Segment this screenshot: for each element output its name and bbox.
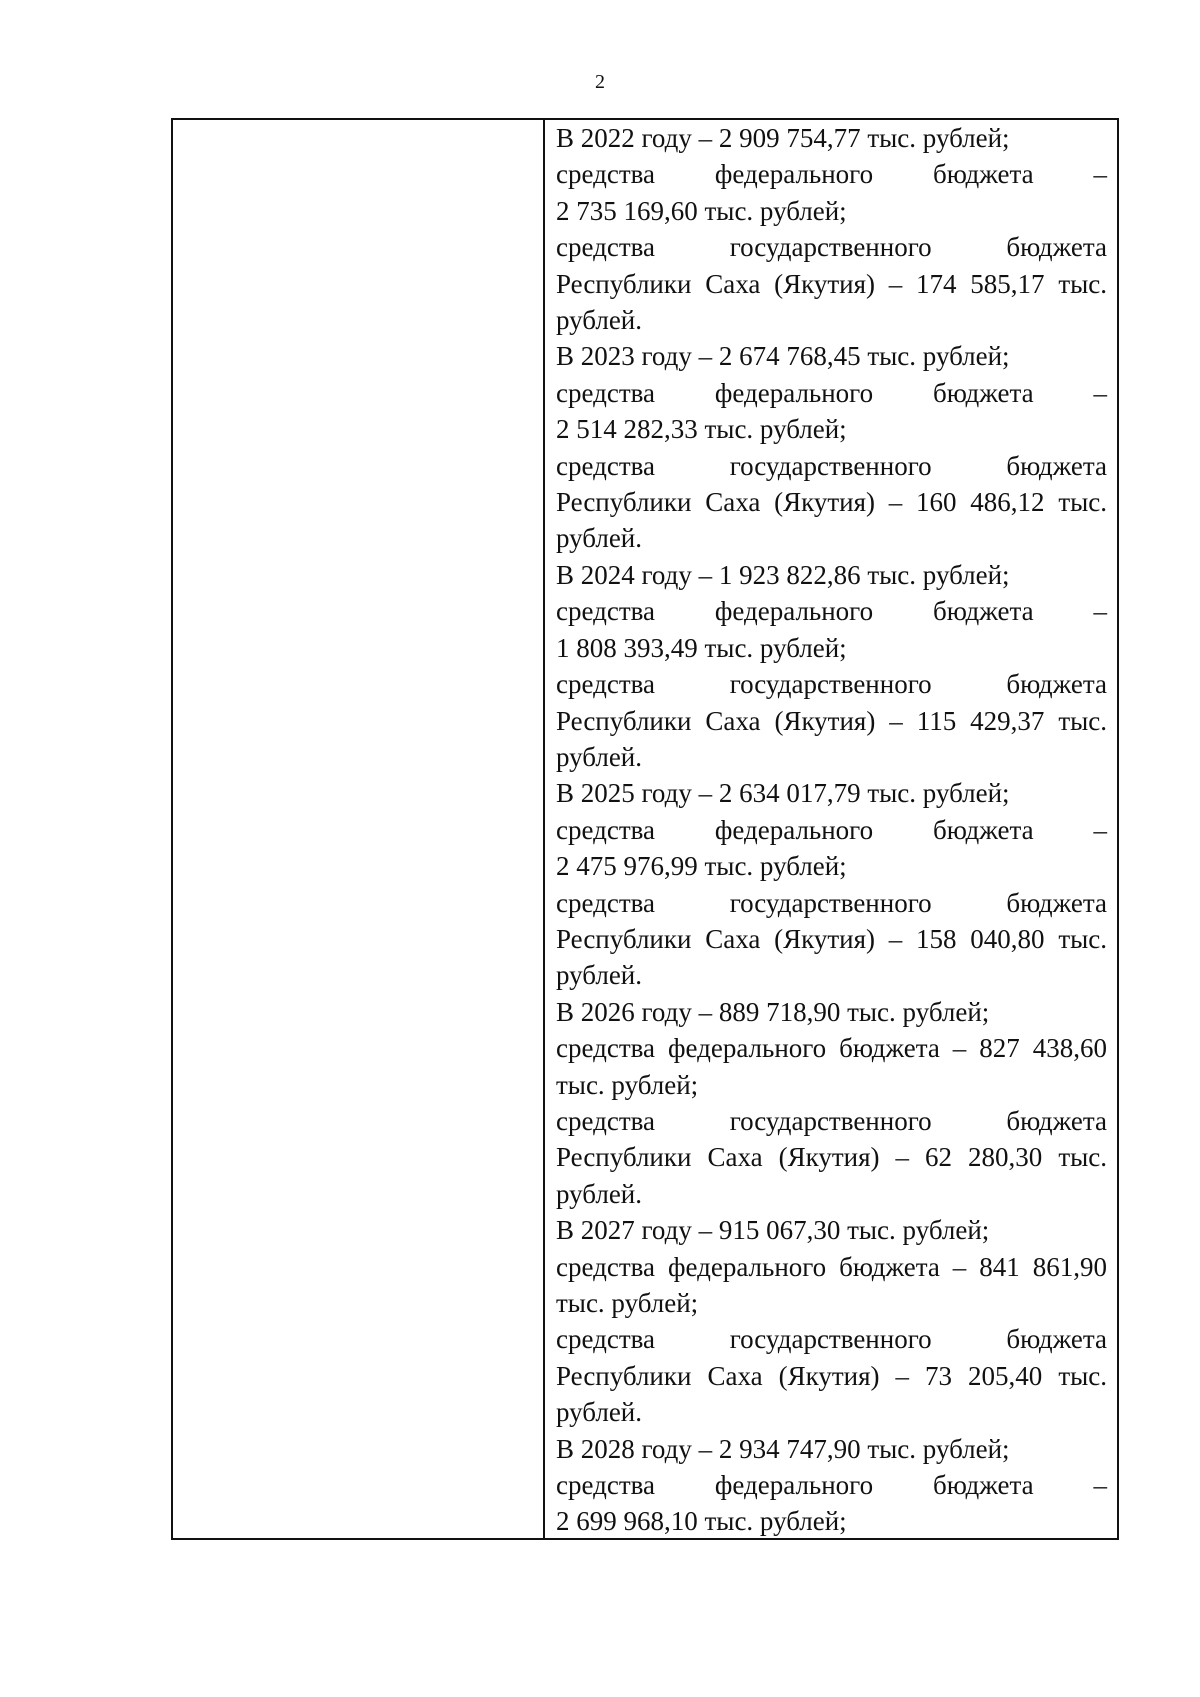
funding-text-line: тыс. рублей; xyxy=(556,1288,699,1318)
funding-text-line: Республики Саха (Якутия) – 115 429,37 тыс. xyxy=(556,705,1107,736)
funding-text-line: Республики Саха (Якутия) – 73 205,40 тыс. xyxy=(556,1360,1107,1391)
funding-text-line: рублей. xyxy=(556,741,643,772)
funding-text-line: рублей. xyxy=(556,305,643,336)
funding-text-line: средства государственного бюджета xyxy=(556,450,1107,481)
funding-text-line: Республики Саха (Якутия) – 174 585,17 тыс. xyxy=(556,268,1107,299)
funding-text-line: средства федерального бюджета – xyxy=(556,1470,1107,1501)
funding-text-line: В 2028 году – 2 934 747,90 тыс. рублей; xyxy=(556,1433,1010,1464)
funding-text-line: тыс. рублей; xyxy=(556,1069,699,1100)
table-left-cell xyxy=(173,120,545,1538)
funding-text-line: средства государственного бюджета xyxy=(556,887,1107,918)
funding-text-line: В 2025 году – 2 634 017,79 тыс. рублей; xyxy=(556,778,1010,809)
funding-text-line: 2 514 282,33 тыс. рублей; xyxy=(556,414,847,445)
funding-text-line: средства федерального бюджета – xyxy=(556,596,1107,627)
funding-text-line: 2 735 169,60 тыс. рублей; xyxy=(556,195,847,226)
funding-text-line: средства государственного бюджета xyxy=(556,1324,1107,1355)
funding-text-line: Республики Саха (Якутия) – 160 486,12 тыс. xyxy=(556,487,1107,518)
funding-text-line: средства федерального бюджета – 827 438,60 xyxy=(556,1033,1107,1064)
funding-text-line: 2 699 968,10 тыс. рублей; xyxy=(556,1506,847,1537)
page-number: 2 xyxy=(595,71,605,93)
funding-text-line: средства федерального бюджета – xyxy=(556,159,1107,190)
funding-text-line: средства федерального бюджета – 841 861,90 xyxy=(556,1251,1107,1282)
funding-text-line: 2 475 976,99 тыс. рублей; xyxy=(556,851,847,882)
funding-text-line: средства государственного бюджета xyxy=(556,1105,1107,1136)
funding-text-line: средства государственного бюджета xyxy=(556,232,1107,263)
funding-table xyxy=(171,118,1119,1540)
funding-text-line: средства федерального бюджета – xyxy=(556,377,1107,408)
funding-text-line: рублей. xyxy=(556,523,643,554)
funding-text-line: Республики Саха (Якутия) – 62 280,30 тыс. xyxy=(556,1142,1107,1173)
funding-text-line: В 2023 году – 2 674 768,45 тыс. рублей; xyxy=(556,341,1010,372)
funding-text-line: рублей. xyxy=(556,1397,643,1428)
table-right-cell xyxy=(545,120,1117,1538)
funding-text-line: рублей. xyxy=(556,1178,643,1209)
funding-text-line: 1 808 393,49 тыс. рублей; xyxy=(556,632,847,663)
funding-text-line: средства государственного бюджета xyxy=(556,669,1107,700)
funding-text-line: В 2024 году – 1 923 822,86 тыс. рублей; xyxy=(556,559,1010,590)
funding-text-line: средства федерального бюджета – xyxy=(556,814,1107,845)
funding-text-line: В 2026 году – 889 718,90 тыс. рублей; xyxy=(556,996,990,1027)
funding-text-line: В 2027 году – 915 067,30 тыс. рублей; xyxy=(556,1215,990,1246)
funding-text-line: В 2022 году – 2 909 754,77 тыс. рублей; xyxy=(556,123,1010,153)
funding-text-line: рублей. xyxy=(556,960,643,991)
funding-text-line: Республики Саха (Якутия) – 158 040,80 тыс. xyxy=(556,923,1107,954)
